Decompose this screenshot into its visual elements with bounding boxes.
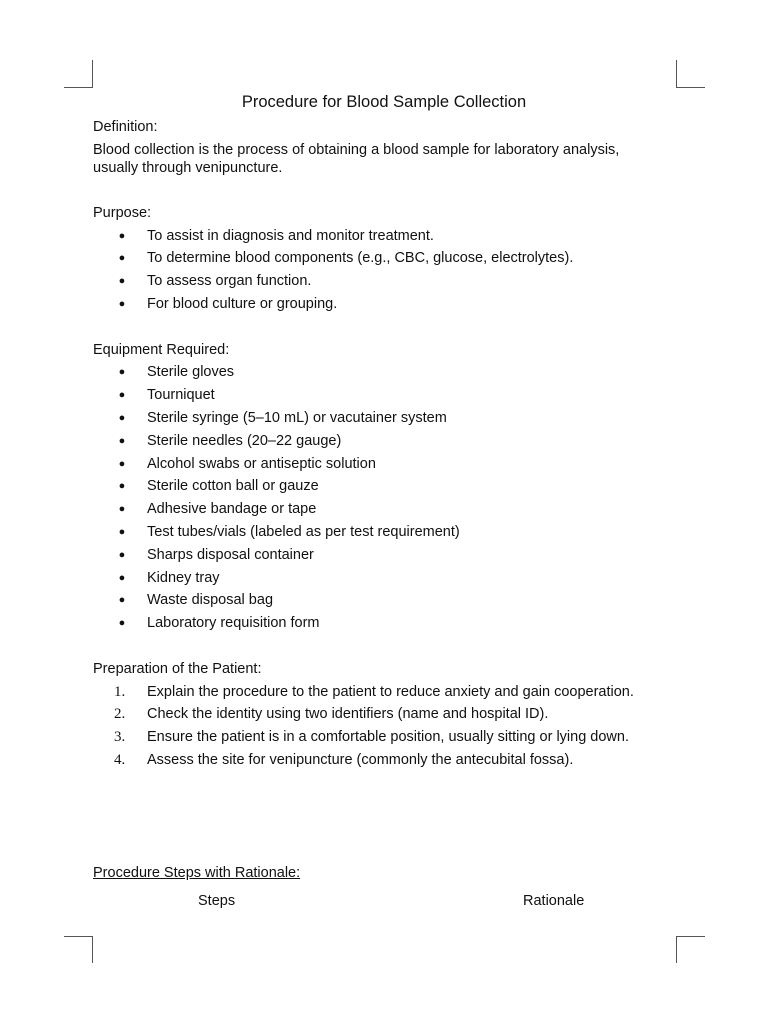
list-item: 3. Ensure the patient is in a comfortable position, usually sitting or lying down.: [93, 726, 683, 749]
list-item: ● Alcohol swabs or antiseptic solution: [93, 453, 683, 476]
bullet-icon: ●: [118, 480, 126, 493]
list-item: ● Sterile gloves: [93, 361, 683, 384]
definition-heading: Definition:: [93, 119, 158, 135]
bullet-icon: ●: [118, 571, 126, 584]
list-item: ● To determine blood components (e.g., CBC, glucose, electrolytes).: [93, 247, 683, 270]
crop-mark-bottom-right-h: [676, 936, 705, 937]
list-number: 3.: [114, 729, 126, 746]
list-item: 1. Explain the procedure to the patient to reduce anxiety and gain cooperation.: [93, 681, 683, 704]
list-item: 2. Check the identity using two identifiers (name and hospital ID).: [93, 703, 683, 726]
bullet-icon: ●: [118, 548, 126, 561]
list-item: ● Kidney tray: [93, 567, 683, 590]
list-item: ● Sterile syringe (5–10 mL) or vacutainer system: [93, 407, 683, 430]
bullet-icon: ●: [118, 297, 126, 310]
column-header-steps: Steps: [198, 893, 236, 909]
spacer: [93, 316, 683, 339]
bullet-icon: ●: [118, 229, 126, 242]
document-body: [93, 116, 683, 772]
bullet-icon: ●: [118, 503, 126, 516]
crop-mark-top-left-v: [92, 60, 93, 87]
list-item: ● To assess organ function.: [93, 270, 683, 293]
definition-text-line1: Blood collection is the process of obtaining a blood sample for laboratory analysis,: [93, 141, 620, 158]
list-item: ● Tourniquet: [93, 384, 683, 407]
bullet-icon: ●: [118, 366, 126, 379]
list-item: 4. Assess the site for venipuncture (commonly the antecubital fossa).: [93, 749, 683, 772]
list-number: 4.: [114, 751, 126, 768]
definition-text-line2: usually through venipuncture.: [93, 159, 283, 176]
list-item: ● Waste disposal bag: [93, 589, 683, 612]
spacer: [93, 177, 683, 202]
bullet-icon: ●: [118, 594, 126, 607]
bullet-icon: ●: [118, 411, 126, 424]
column-header-rationale: Rationale: [523, 893, 585, 909]
crop-mark-bottom-right-v: [676, 936, 677, 963]
purpose-heading: Purpose:: [93, 204, 152, 221]
list-item: ● Sterile needles (20–22 gauge): [93, 430, 683, 453]
list-number: 1.: [114, 683, 126, 700]
equipment-list: [93, 361, 683, 635]
bullet-icon: ●: [118, 525, 126, 538]
purpose-list: [93, 225, 683, 316]
bullet-icon: ●: [118, 389, 126, 402]
list-item: ● Adhesive bandage or tape: [93, 498, 683, 521]
bullet-icon: ●: [118, 275, 126, 288]
crop-mark-bottom-left-v: [92, 936, 93, 963]
preparation-list: [93, 681, 683, 772]
crop-mark-top-left-h: [64, 87, 93, 88]
procedure-table-header: [0, 891, 768, 911]
bullet-icon: ●: [118, 252, 126, 265]
crop-mark-top-right-h: [676, 87, 705, 88]
bullet-icon: ●: [118, 457, 126, 470]
list-item: ● Sharps disposal container: [93, 544, 683, 567]
list-item: ● To assist in diagnosis and monitor treatment.: [93, 225, 683, 248]
spacer: [93, 635, 683, 658]
bullet-icon: ●: [118, 617, 126, 630]
procedure-heading: Procedure Steps with Rationale:: [93, 865, 301, 881]
list-number: 2.: [114, 706, 126, 723]
page-title: Procedure for Blood Sample Collection: [241, 93, 527, 111]
list-item: ● Laboratory requisition form: [93, 612, 683, 635]
equipment-heading: Equipment Required:: [93, 341, 230, 358]
list-item: ● Test tubes/vials (labeled as per test requirement): [93, 521, 683, 544]
list-item: ● For blood culture or grouping.: [93, 293, 683, 316]
list-item: ● Sterile cotton ball or gauze: [93, 475, 683, 498]
crop-mark-top-right-v: [676, 60, 677, 87]
bullet-icon: ●: [118, 434, 126, 447]
preparation-heading: Preparation of the Patient:: [93, 660, 262, 677]
crop-mark-bottom-left-h: [64, 936, 93, 937]
